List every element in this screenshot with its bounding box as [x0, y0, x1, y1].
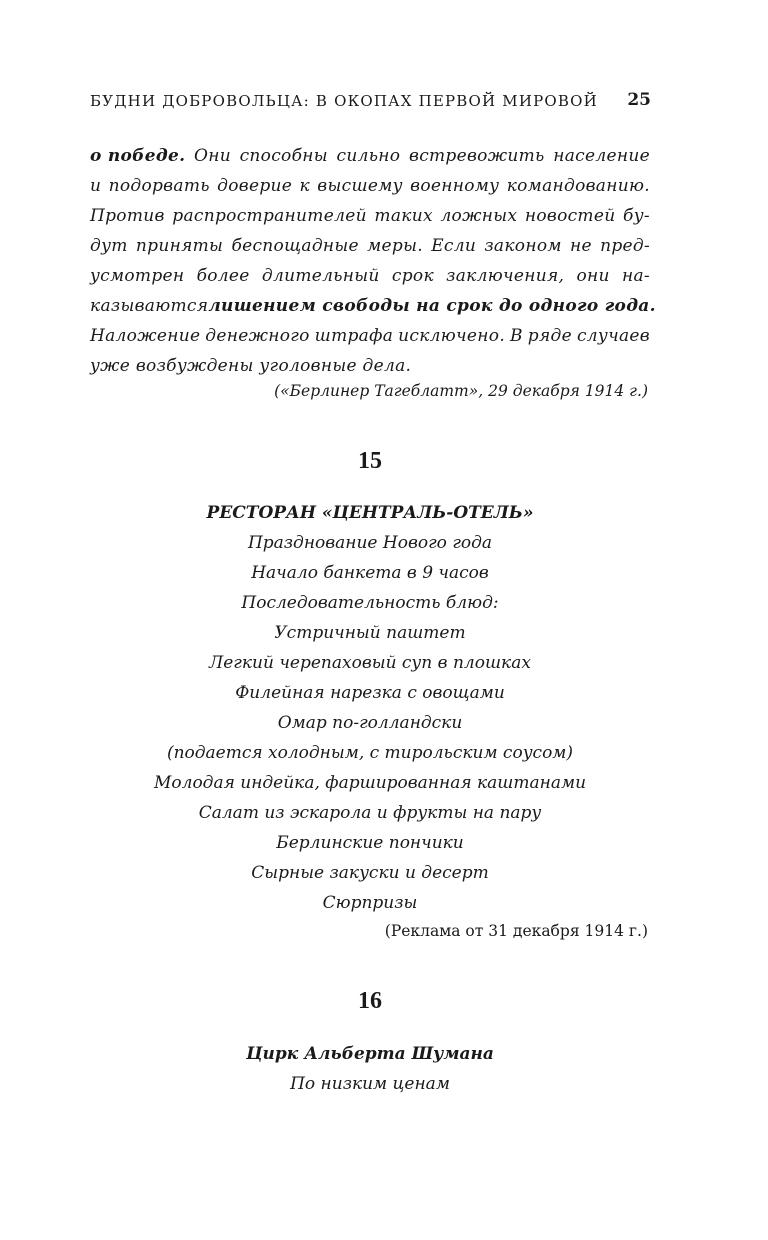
quote-word: случаев: [576, 326, 650, 346]
quote-word: доверие: [217, 176, 293, 196]
quote-word: В: [510, 326, 523, 346]
menu-line: Легкий черепаховый суп в плошках: [209, 653, 531, 673]
quote-word: усмотрен: [90, 266, 185, 286]
quote-word: население: [553, 146, 650, 166]
section-number-15: 15: [358, 448, 382, 474]
menu-line: Сюрпризы: [322, 893, 418, 913]
quote-word: о победе.: [90, 146, 186, 166]
quote-word: таких: [374, 206, 433, 226]
quote-word: Наложение: [90, 326, 201, 346]
quote-source: («Берлинер Тагеблатт», 29 декабря 1914 г.): [274, 382, 648, 400]
quote-word: военному: [410, 176, 500, 196]
quote-word: к: [299, 176, 310, 196]
quote-line: [90, 231, 650, 261]
quote-word: беспощадные: [231, 236, 359, 256]
quote-word: более: [196, 266, 250, 286]
quote-line: [90, 351, 650, 381]
menu-line: Последовательность блюд:: [241, 593, 499, 613]
menu-line: Омар по-голландски: [277, 713, 463, 733]
quote-word: бу-: [623, 206, 650, 226]
menu-line: Сырные закуски и десерт: [251, 863, 489, 883]
quote-line: [90, 321, 650, 351]
quote-word: лишением свободы на срок до одного года.: [208, 296, 656, 316]
quote-word: штрафа: [314, 326, 394, 346]
quote-line: [90, 141, 650, 171]
menu-line: Филейная нарезка с овощами: [235, 683, 505, 703]
menu-line: Молодая индейка, фаршированная каштанами: [153, 773, 587, 793]
quote-word: Против: [90, 206, 165, 226]
quote-word: денежного: [205, 326, 310, 346]
quote-word: подорвать: [108, 176, 210, 196]
quote-word: Они: [193, 146, 231, 166]
quote-word: ряде: [527, 326, 572, 346]
quote-word: встревожить: [409, 146, 545, 166]
quote-block: [90, 141, 656, 381]
quote-word: и: [90, 176, 102, 196]
quote-word: новостей: [524, 206, 616, 226]
advert-source: (Реклама от 31 декабря 1914 г.): [384, 922, 648, 940]
running-head-title: БУДНИ ДОБРОВОЛЬЦА: В ОКОПАХ ПЕРВОЙ МИРОВОЙ: [90, 92, 598, 110]
circus-title: Цирк Альберта Шумана: [246, 1044, 494, 1064]
quote-word: Если: [431, 236, 477, 256]
quote-word: меры.: [367, 236, 423, 256]
quote-word: сильно: [336, 146, 401, 166]
quote-word: законом: [484, 236, 562, 256]
circus-block: [0, 1039, 740, 1099]
quote-word: они: [576, 266, 610, 286]
quote-word: заключения,: [446, 266, 565, 286]
quote-line: [90, 261, 650, 291]
quote-word: казываются: [90, 296, 209, 316]
section-number-16: 16: [358, 988, 382, 1014]
restaurant-title: РЕСТОРАН «ЦЕНТРАЛЬ-ОТЕЛЬ»: [206, 503, 534, 523]
quote-word: не: [569, 236, 592, 256]
quote-line: [90, 201, 650, 231]
quote-word: высшему: [317, 176, 403, 196]
menu-line: Берлинские пончики: [276, 833, 464, 853]
quote-word: на-: [621, 266, 650, 286]
quote-line: [90, 291, 656, 321]
quote-line: [90, 171, 650, 201]
quote-word: приняты: [135, 236, 224, 256]
menu-lines: [0, 528, 740, 918]
quote-word: срок: [391, 266, 434, 286]
menu-line: Начало банкета в 9 часов: [251, 563, 489, 583]
quote-word: длительный: [261, 266, 380, 286]
quote-word: способны: [239, 146, 328, 166]
menu-line: Празднование Нового года: [247, 533, 493, 553]
quote-word: ложных: [440, 206, 518, 226]
quote-word: исключено.: [398, 326, 506, 346]
menu-line: Устричный паштет: [274, 623, 466, 643]
restaurant-menu: [0, 498, 740, 918]
quote-word: распространителей: [172, 206, 367, 226]
menu-line: (подается холодным, с тирольским соусом): [166, 743, 574, 763]
quote-word: командованию.: [506, 176, 650, 196]
circus-subtitle: По низким ценам: [290, 1074, 450, 1094]
quote-word: уже возбуждены уголовные дела.: [90, 356, 412, 376]
quote-word: пред-: [600, 236, 650, 256]
menu-line: Салат из эскарола и фрукты на пару: [198, 803, 542, 823]
page-number: 25: [627, 90, 651, 110]
quote-word: дут: [90, 236, 128, 256]
